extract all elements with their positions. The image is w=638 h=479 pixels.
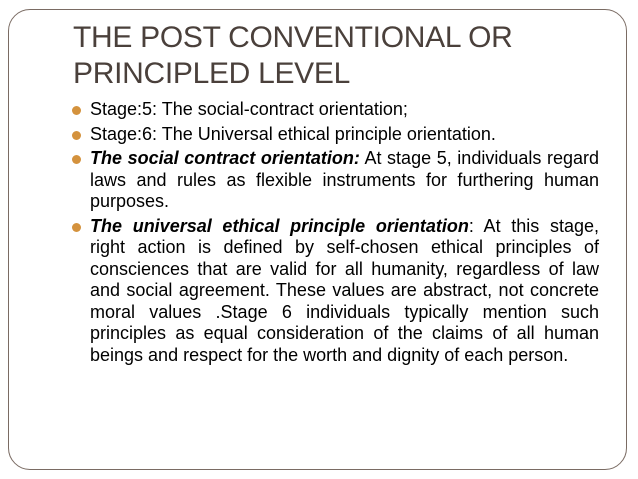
bullet-text: Stage:6: The Universal ethical principle orientation. (90, 123, 496, 144)
bullet-lead: The social contract orientation: (90, 148, 360, 168)
slide-title: THE POST CONVENTIONAL OR PRINCIPLED LEVEL (73, 21, 513, 90)
bullet-text: : At this stage, right action is defined by self-chosen ethical principles of consciences that are valid for all humanity, regardless of law and social agreement. These values are abstract, not concrete moral values .Stage 6 individuals typically mention such principles as equal consideration of the claims of all human beings and respect for the worth and dignity of each person. (90, 215, 599, 365)
bullet-lead: The universal ethical principle orientation (90, 215, 469, 236)
bullet-dot-icon (72, 131, 81, 140)
bullet-item-social-contract (71, 148, 599, 213)
bullet-list (71, 99, 599, 369)
bullet-text: Stage:5: The social-contract orientation; (90, 99, 408, 119)
bullet-item-universal-ethical (71, 216, 599, 367)
bullet-text: At stage 5, individuals regard laws and rules as flexible instruments for furthering human purposes. (90, 148, 599, 211)
bullet-dot-icon (72, 106, 81, 115)
bullet-dot-icon (72, 223, 81, 232)
bullet-dot-icon (72, 155, 81, 164)
bullet-item-stage-5 (71, 99, 599, 121)
bullet-item-stage-6 (71, 124, 599, 146)
